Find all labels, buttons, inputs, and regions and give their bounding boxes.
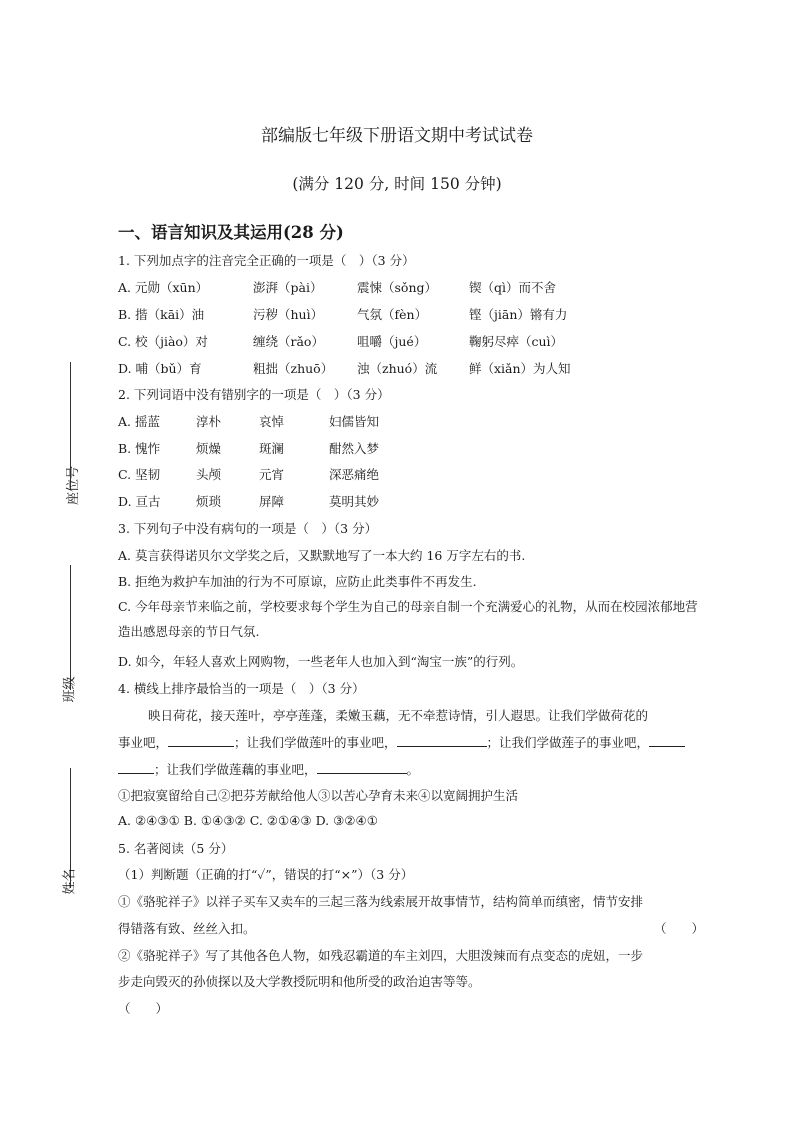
q1-option-a-3: 震悚（sǒng） xyxy=(357,280,437,295)
q2-option-a-2: 淳朴 xyxy=(196,414,222,429)
answer-blank[interactable] xyxy=(397,733,487,747)
answer-blank[interactable] xyxy=(118,760,154,774)
answer-parenthesis[interactable]: （ ） xyxy=(118,1001,169,1016)
q2-option-d-2: 烦琐 xyxy=(196,494,222,509)
q4-text: 事业吧， xyxy=(118,735,169,750)
q1-option-d-4: 鲜（xiǎn）为人知 xyxy=(469,361,571,376)
q4-items: ①把寂寞留给自己②把芬芳献给他人③以苦心孕育未来④以宽阔拥护生活 xyxy=(118,788,519,803)
name-label: 姓名 xyxy=(62,868,78,895)
q5-statement-2-cont: 步走向毁灭的孙侦探以及大学教授阮明和他所受的政治迫害等等。 xyxy=(118,974,481,989)
class-label: 班级 xyxy=(62,676,78,703)
q2-option-c-1: C. 坚韧 xyxy=(118,467,161,482)
q2-option-c-4: 深恶痛绝 xyxy=(329,467,380,482)
q2-option-d-4: 莫明其妙 xyxy=(329,494,380,509)
q1-option-c-3: 咀嚼（jué） xyxy=(357,334,427,349)
q2-option-a-1: A. 摇蓝 xyxy=(118,414,160,429)
q1-option-d-2: 粗拙（zhuō） xyxy=(253,361,334,376)
q4-passage-line-3 xyxy=(118,760,419,778)
q2-option-c-2: 头颅 xyxy=(196,467,222,482)
q4-passage-line-2 xyxy=(118,733,685,751)
q4-passage-line-1: 映日荷花，接天莲叶，亭亭莲蓬，柔嫩玉藕，无不牵惹诗情，引人遐思。让我们学做荷花的 xyxy=(148,708,649,723)
seat-number-label: 座位号 xyxy=(66,465,82,506)
q2-option-b-1: B. 愧怍 xyxy=(118,441,161,456)
q3-stem: 3. 下列句子中没有病句的一项是（ ）（3 分） xyxy=(118,521,378,536)
q3-option-d: D. 如今，年轻人喜欢上网购物，一些老年人也加入到“淘宝一族”的行列。 xyxy=(118,654,524,669)
q3-option-a: A. 莫言获得诺贝尔文学奖之后，又默默地写了一本大约 16 万字左右的书. xyxy=(118,548,526,563)
q4-text: ；让我们学做莲叶的事业吧， xyxy=(234,735,397,750)
binding-line-class xyxy=(70,565,71,690)
q4-text: 。 xyxy=(406,762,420,777)
page-title: 部编版七年级下册语文期中考试试卷 xyxy=(261,126,533,146)
q4-stem: 4. 横线上排序最恰当的一项是（ ）（3 分） xyxy=(118,681,365,696)
q5-statement-1-cont: 得错落有致、丝丝入扣。 xyxy=(118,921,256,936)
q2-option-b-3: 斑澜 xyxy=(259,441,285,456)
answer-blank[interactable] xyxy=(168,733,234,747)
q1-option-c-1: C. 校（jiào）对 xyxy=(118,334,208,349)
q5-statement-1: ①《骆驼祥子》以祥子买车又卖车的三起三落为线索展开故事情节，结构简单而缜密，情节安排 xyxy=(118,894,644,909)
q4-options: A. ②④③① B. ①④③② C. ②①④③ D. ③②④① xyxy=(118,813,378,828)
q5-statement-2: ②《骆驼祥子》写了其他各色人物，如残忍霸道的车主刘四，大胆泼辣而有点变态的虎妞，一步 xyxy=(118,948,644,963)
answer-blank[interactable] xyxy=(649,733,685,747)
q2-option-b-2: 烦燥 xyxy=(196,441,222,456)
q2-option-c-3: 元宵 xyxy=(259,467,285,482)
q3-option-b: B. 拒绝为救护车加油的行为不可原谅，应防止此类事件不再发生. xyxy=(118,574,477,589)
q1-option-d-3: 浊（zhuó）流 xyxy=(357,361,438,376)
q1-option-d-1: D. 哺（bǔ）育 xyxy=(118,361,202,376)
q5-sub1: （1）判断题（正确的打“✓”，错误的打“×”）（3 分） xyxy=(118,867,414,882)
q2-option-d-1: D. 亘古 xyxy=(118,494,161,509)
answer-parenthesis[interactable]: （ ） xyxy=(653,921,704,936)
q2-option-a-3: 哀悼 xyxy=(259,414,285,429)
q1-stem: 1. 下列加点字的注音完全正确的一项是（ ）（3 分） xyxy=(118,253,415,268)
q2-option-a-4: 妇儒皆知 xyxy=(329,414,380,429)
q4-text: ；让我们学做莲藕的事业吧， xyxy=(154,762,317,777)
q1-option-b-3: 气氛（fèn） xyxy=(357,307,428,322)
q1-option-c-4: 鞠躬尽瘁（cuì） xyxy=(469,334,564,349)
q1-option-b-4: 铿（jiān）锵有力 xyxy=(469,307,568,322)
q2-option-b-4: 酣然入梦 xyxy=(329,441,380,456)
section-heading: 一、语言知识及其运用(28 分) xyxy=(118,223,344,242)
q1-option-c-2: 缠绕（rǎo） xyxy=(253,334,324,349)
q5-stem: 5. 名著阅读（5 分） xyxy=(118,841,234,856)
q1-option-a-2: 澎湃（pài） xyxy=(253,280,323,295)
q1-option-b-2: 污秽（huì） xyxy=(253,307,324,322)
page-subtitle: (满分 120 分, 时间 150 分钟) xyxy=(292,175,502,193)
q2-option-d-3: 屏障 xyxy=(259,494,285,509)
q3-option-c: C. 今年母亲节来临之前，学校要求每个学生为自己的母亲自制一个充满爱心的礼物，从而在校园浓郁地营造出感恩母亲的节日气氛. xyxy=(118,599,698,639)
answer-blank[interactable] xyxy=(317,760,407,774)
q1-option-b-1: B. 揩（kāi）油 xyxy=(118,307,205,322)
q4-text: ；让我们学做莲子的事业吧， xyxy=(486,735,650,750)
q1-option-a-1: A. 元勋（xūn） xyxy=(118,280,209,295)
q1-option-a-4: 锲（qì）而不舍 xyxy=(469,280,556,295)
q2-stem: 2. 下列词语中没有错别字的一项是（ ）（3 分） xyxy=(118,387,390,402)
